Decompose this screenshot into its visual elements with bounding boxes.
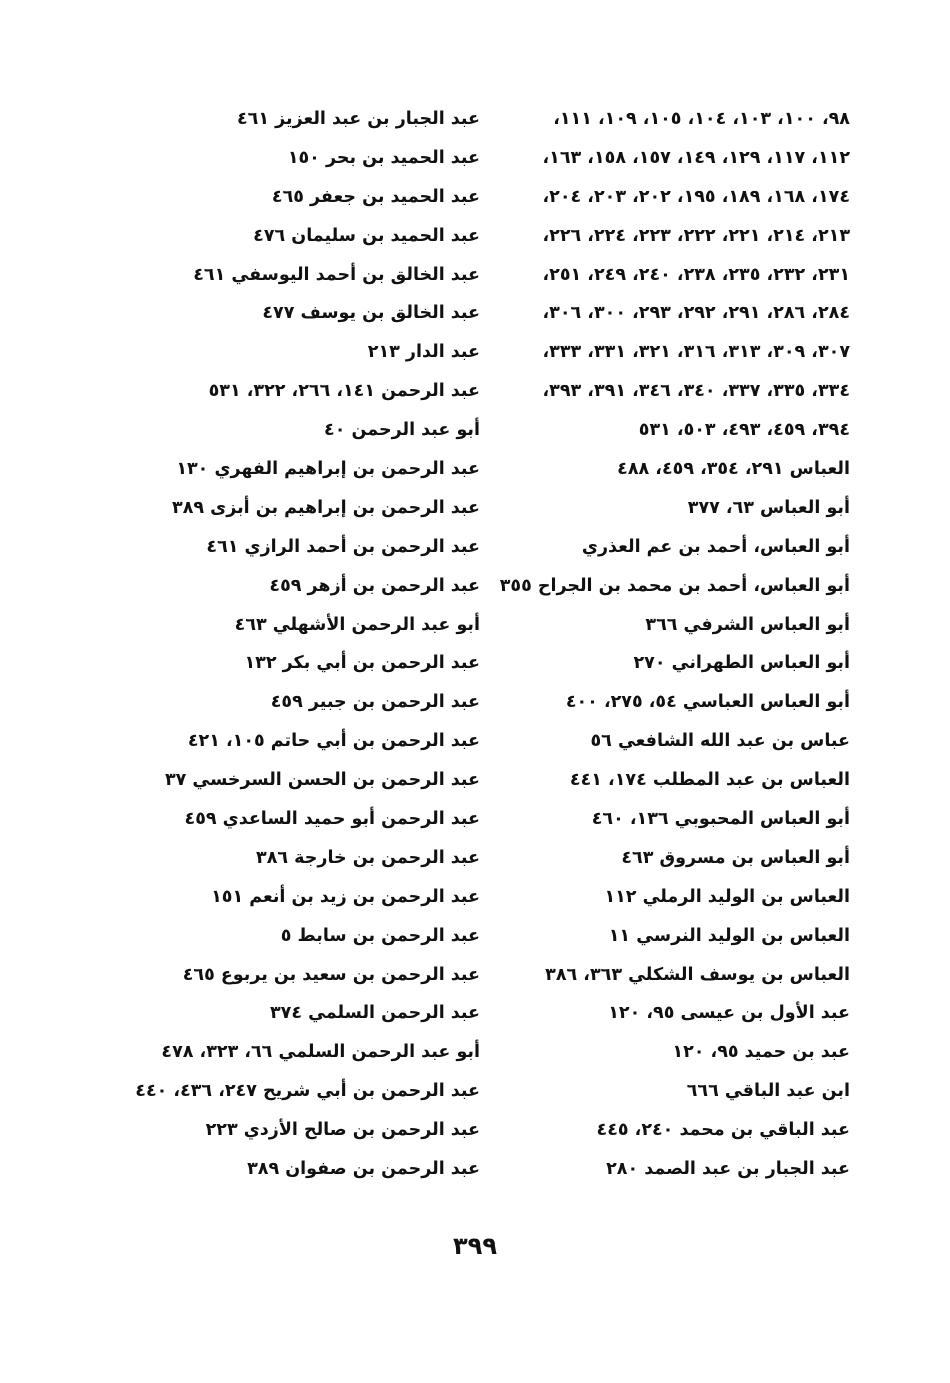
left-column-entry: أبو عبد الرحمن الأشهلي ٤٦٣ [234,614,480,635]
left-column-entry: أبو عبد الرحمن السلمي ٦٦، ٣٢٣، ٤٧٨ [161,1042,480,1063]
left-column-entry: عبد الخالق بن أحمد اليوسفي ٤٦١ [193,264,480,285]
left-column-entry: عبد الرحمن بن صالح الأزدي ٢٢٣ [205,1120,480,1141]
left-column-entry: عبد الرحمن ١٤١، ٢٦٦، ٣٢٢، ٥٣١ [208,381,480,402]
left-column-entry: عبد الرحمن بن أبي شريح ٢٤٧، ٤٣٦، ٤٤٠ [135,1081,480,1102]
right-column-entry: ١٧٤، ١٦٨، ١٨٩، ١٩٥، ٢٠٢، ٢٠٣، ٢٠٤، [542,186,850,207]
right-column-entry: عبد الأول بن عيسى ٩٥، ١٢٠ [608,1003,850,1024]
left-column-entry: عبد الرحمن بن خارجة ٣٨٦ [256,847,480,868]
right-column-entry: أبو العباس بن مسروق ٤٦٣ [621,847,850,868]
left-column-entry: عبد الرحمن بن إبراهيم الفهري ١٣٠ [176,459,480,480]
left-column-entry: عبد الحميد بن سليمان ٤٧٦ [253,225,480,246]
left-column-entry: عبد الحميد بن جعفر ٤٦٥ [271,186,480,207]
left-column-entry: عبد الرحمن بن جبير ٤٥٩ [270,692,480,713]
left-column-entry: عبد الجبار بن عبد العزيز ٤٦١ [236,109,480,129]
right-column-entry: العباس بن الوليد النرسي ١١ [608,925,850,946]
left-column-entry: عبد الرحمن بن أحمد الرازي ٤٦١ [206,536,480,557]
left-column-entry: عبد الرحمن بن أزهر ٤٥٩ [269,575,480,596]
left-column-entry: عبد الدار ٢١٣ [367,342,480,363]
right-column-entry: أبو العباس، أحمد بن محمد بن الجراح ٣٥٥ [499,575,850,596]
right-column-entry: ٢٨٤، ٢٨٦، ٢٩١، ٢٩٢، ٢٩٣، ٣٠٠، ٣٠٦، [542,303,850,324]
right-column-entry: أبو العباس المحبوبي ١٣٦، ٤٦٠ [591,809,850,830]
left-column-entry: عبد الرحمن أبو حميد الساعدي ٤٥٩ [184,809,480,830]
right-column-entry: ٣٠٧، ٣٠٩، ٣١٣، ٣١٦، ٣٢١، ٣٣١، ٣٣٣، [542,342,850,363]
left-column-entry: عبد الرحمن بن إبراهيم بن أبزى ٣٨٩ [172,497,480,518]
left-column-entry: عبد الرحمن بن أبي حاتم ١٠٥، ٤٢١ [187,731,480,752]
left-column-entry: عبد الرحمن بن زيد بن أنعم ١٥١ [211,886,480,907]
index-column-left [120,100,480,1189]
right-column-entry: أبو العباس الطهراني ٢٧٠ [633,653,850,674]
left-column-entry: عبد الخالق بن يوسف ٤٧٧ [262,303,480,324]
right-column-entry: أبو العباس، أحمد بن عم العذري [581,536,850,557]
right-column-entry: ٩٨، ١٠٠، ١٠٣، ١٠٤، ١٠٥، ١٠٩، ١١١، [553,109,850,129]
right-column-entry: أبو العباس الشرفي ٣٦٦ [645,614,850,635]
page-number: ٣٩٩ [453,1232,497,1260]
right-column-entry: ٣٩٤، ٤٥٩، ٤٩٣، ٥٠٣، ٥٣١ [638,420,850,441]
right-column-entry: أبو العباس العباسي ٥٤، ٢٧٥، ٤٠٠ [565,692,850,713]
right-column-entry: عبد الباقي بن محمد ٢٤٠، ٤٤٥ [596,1120,850,1141]
index-column-right [490,100,850,1189]
left-column-entry: عبد الحميد بن بحر ١٥٠ [287,147,480,168]
right-column-entry: ٣٣٤، ٣٣٥، ٣٣٧، ٣٤٠، ٣٤٦، ٣٩١، ٣٩٣، [542,381,850,402]
left-column-entry: عبد الرحمن السلمي ٣٧٤ [269,1003,480,1024]
right-column-entry: العباس ٢٩١، ٣٥٤، ٤٥٩، ٤٨٨ [617,459,850,480]
right-column-entry: ٢٣١، ٢٣٢، ٢٣٥، ٢٣٨، ٢٤٠، ٢٤٩، ٢٥١، [542,264,850,285]
right-column-entry: عبد بن حميد ٩٥، ١٢٠ [672,1042,850,1063]
right-column-entry: أبو العباس ٦٣، ٣٧٧ [687,497,850,518]
left-column-entry: أبو عبد الرحمن ٤٠ [324,420,480,441]
right-column-entry: العباس بن الوليد الرملي ١١٢ [604,886,850,907]
right-column-entry: عباس بن عبد الله الشافعي ٥٦ [590,731,850,752]
right-column-entry: العباس بن يوسف الشكلي ٣٦٣، ٣٨٦ [545,964,850,985]
right-column-entry: ٢١٣، ٢١٤، ٢٢١، ٢٢٢، ٢٢٣، ٢٢٤، ٢٢٦، [542,225,850,246]
right-column-entry: العباس بن عبد المطلب ١٧٤، ٤٤١ [569,770,850,791]
left-column-entry: عبد الرحمن بن الحسن السرخسي ٣٧ [164,770,480,791]
right-column-entry: ابن عبد الباقي ٦٦٦ [686,1081,850,1102]
left-column-entry: عبد الرحمن بن سعيد بن يربوع ٤٦٥ [182,964,480,985]
right-column-entry: ١١٢، ١١٧، ١٢٩، ١٤٩، ١٥٧، ١٥٨، ١٦٣، [542,147,850,168]
left-column-entry: عبد الرحمن بن أبي بكر ١٣٢ [244,653,480,674]
right-column-entry: عبد الجبار بن عبد الصمد ٢٨٠ [606,1159,850,1180]
left-column-entry: عبد الرحمن بن سابط ٥ [280,925,480,946]
left-column-entry: عبد الرحمن بن صفوان ٣٨٩ [247,1159,480,1180]
